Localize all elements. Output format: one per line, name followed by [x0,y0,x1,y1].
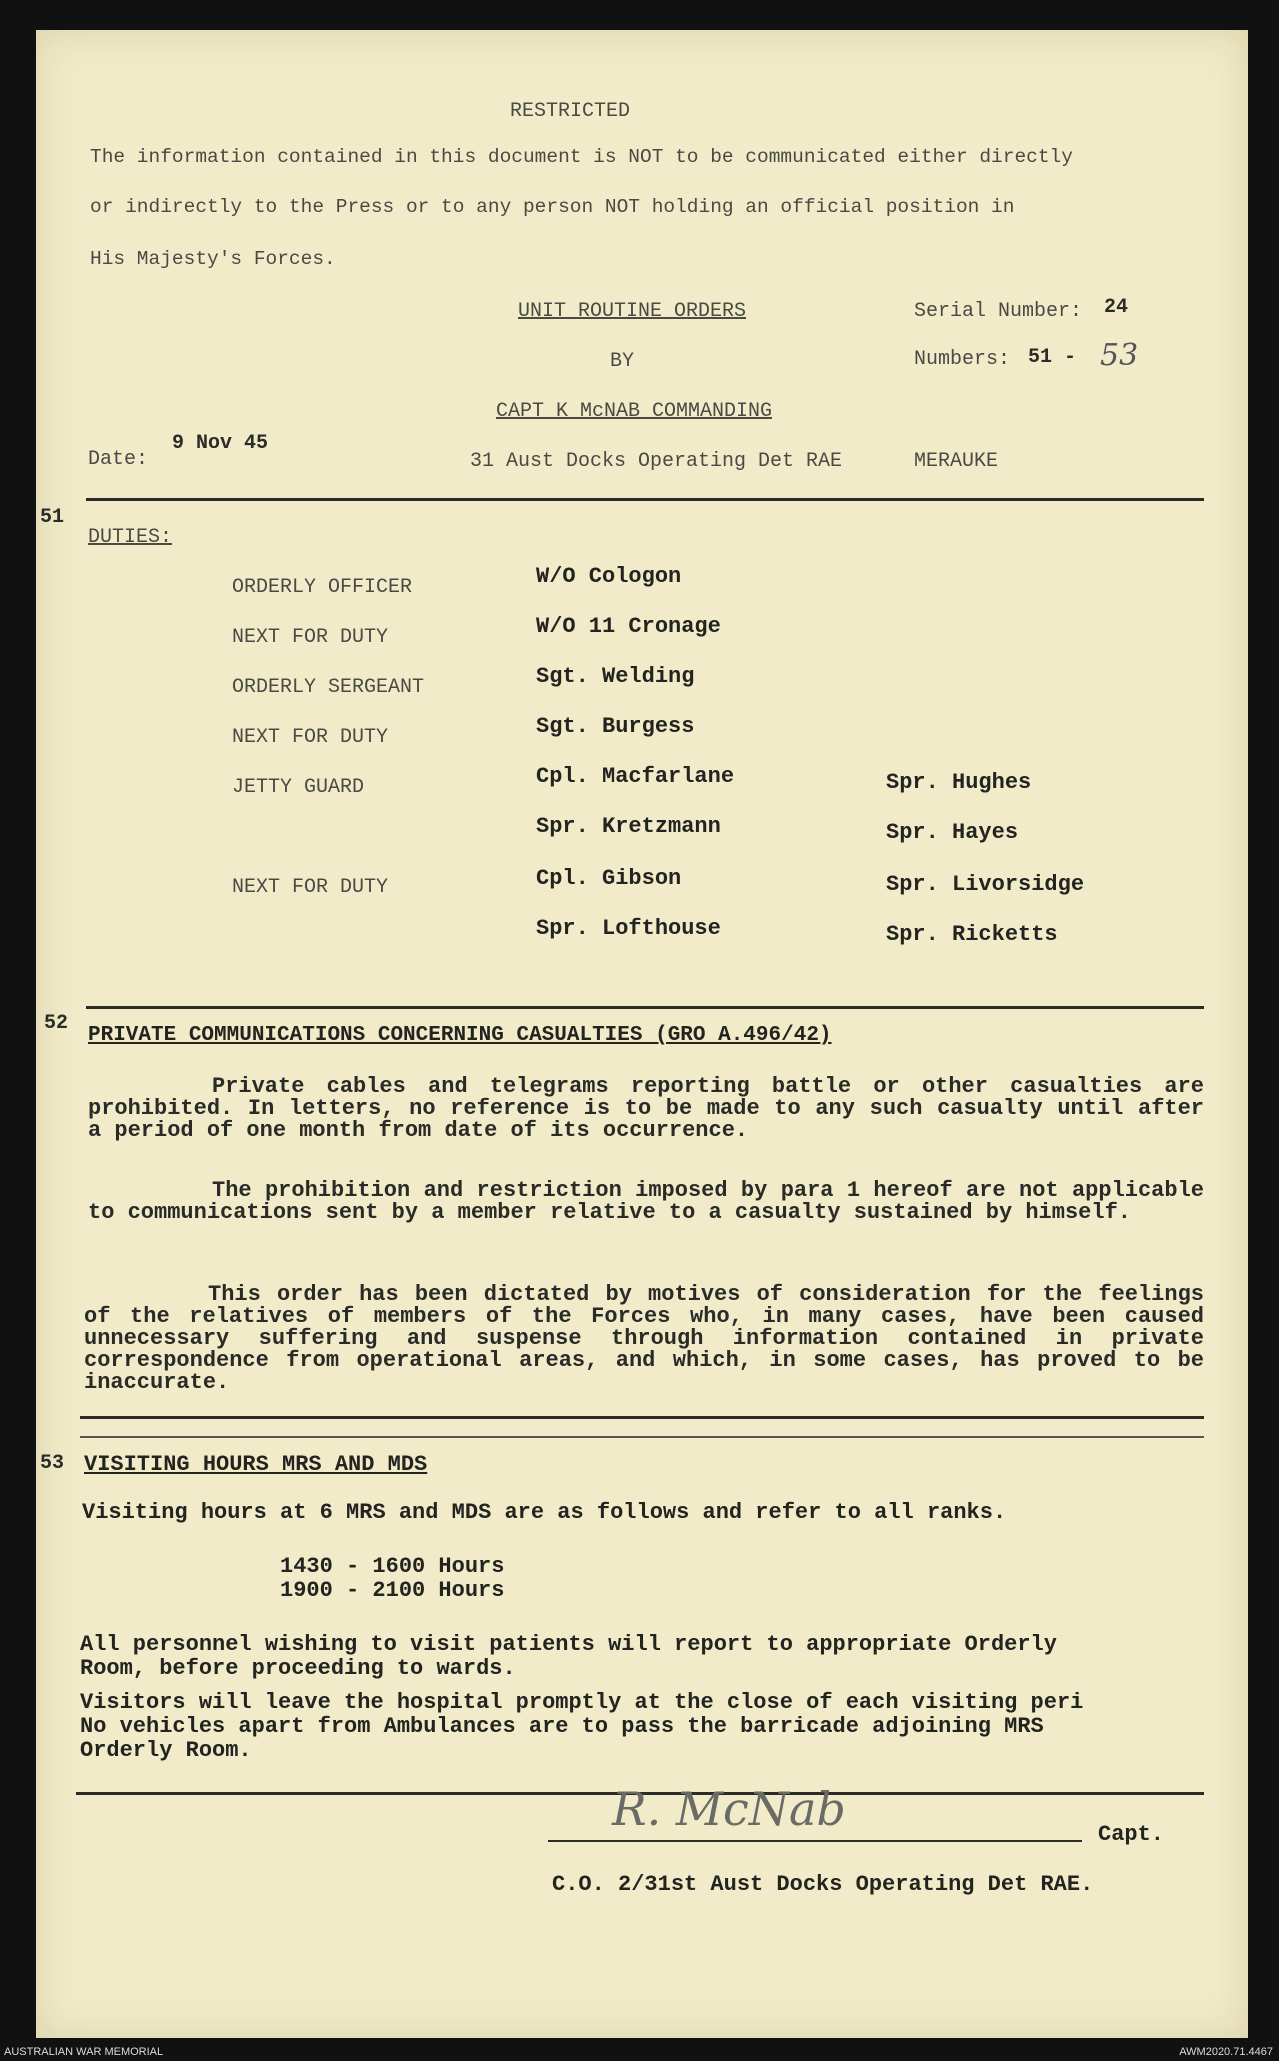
duty-role: NEXT FOR DUTY [232,876,389,899]
duty-role: ORDERLY SERGEANT [232,676,425,699]
duty-role: NEXT FOR DUTY [232,626,389,649]
duty-name: W/O 11 Cronage [536,614,721,639]
visiting-hours-2: 1900 - 2100 Hours [280,1578,505,1603]
commander-line: CAPT K McNAB COMMANDING [496,400,773,423]
duty-extra-name: Spr. Hughes [886,770,1032,795]
by-label: BY [610,350,635,373]
archive-reference: AWM2020.71.4467 [1179,2046,1273,2058]
order-52-paragraph-2: The prohibition and restriction imposed by para 1 hereof are not applicable to communications sent by a member relative to a casualty sustained by himself. [88,1178,1204,1225]
visiting-hours-1: 1430 - 1600 Hours [280,1554,505,1579]
numbers-value: 51 - [1028,346,1077,369]
notice-line-3: His Majesty's Forces. [90,248,336,270]
duty-name: Spr. Kretzmann [536,814,721,839]
section-divider-secondary [80,1436,1204,1438]
location: MERAUKE [914,450,999,473]
archive-label: AUSTRALIAN WAR MEMORIAL [4,2046,164,2058]
duty-name: Cpl. Macfarlane [536,764,735,789]
header-divider [86,498,1204,501]
order-51-number: 51 [40,506,65,529]
serial-number-value: 24 [1104,296,1129,319]
unit-name: 31 Aust Docks Operating Det RAE [470,450,843,473]
handwritten-signature: R. McNab [612,1782,846,1836]
duty-name: Cpl. Gibson [536,866,682,891]
order-53-intro: Visiting hours at 6 MRS and MDS are as follows and refer to all ranks. [82,1500,1007,1525]
document-title: UNIT ROUTINE ORDERS [518,300,747,323]
order-53-number: 53 [40,1452,65,1475]
order-53-line-1: All personnel wishing to visit patients will report to appropriate Orderly [80,1632,1057,1657]
section-divider [80,1416,1204,1419]
order-53-line-4: No vehicles apart from Ambulances are to pass the barricade adjoining MRS [80,1714,1044,1739]
notice-line-2: or indirectly to the Press or to any person NOT holding an official position in [90,196,1015,218]
signature-block: C.O. 2/31st Aust Docks Operating Det RAE. [552,1872,1094,1897]
duty-name: W/O Cologon [536,564,682,589]
duty-role: ORDERLY OFFICER [232,576,413,599]
serial-number-label: Serial Number: [914,300,1083,323]
order-53-line-2: Room, before proceeding to wards. [80,1656,516,1681]
order-52-number: 52 [44,1012,69,1035]
duty-name: Sgt. Burgess [536,714,695,739]
order-52-paragraph-1: Private cables and telegrams reporting battle or other casualties are prohibited. In letters, no reference is to be made to any such casualty until after a period of one month from date of its occurrence. [88,1074,1204,1143]
date-value: 9 Nov 45 [172,432,269,455]
signature-rank: Capt. [1098,1822,1165,1847]
duty-role: JETTY GUARD [232,776,365,799]
numbers-handwritten: 53 [1100,338,1139,373]
notice-line-1: The information contained in this document is NOT to be communicated either directly [90,146,1073,168]
duty-extra-name: Spr. Livorsidge [886,872,1085,897]
duty-role: NEXT FOR DUTY [232,726,389,749]
order-53-heading: VISITING HOURS MRS AND MDS [84,1452,428,1477]
duty-name: Sgt. Welding [536,664,695,689]
duty-name: Spr. Lofthouse [536,916,721,941]
signature-line [548,1840,1082,1842]
restricted-marking: RESTRICTED [510,100,631,123]
order-53-line-5: Orderly Room. [80,1738,252,1763]
duties-heading: DUTIES: [88,526,173,549]
order-53-line-3: Visitors will leave the hospital promptly at the close of each visiting peri [80,1690,1084,1715]
date-label: Date: [88,448,149,471]
duty-extra-name: Spr. Hayes [886,820,1019,845]
numbers-label: Numbers: [914,348,1011,371]
duty-extra-name: Spr. Ricketts [886,922,1058,947]
section-divider [86,1006,1204,1009]
order-52-heading: PRIVATE COMMUNICATIONS CONCERNING CASUALTIES (GRO A.496/42) [88,1024,832,1047]
order-52-paragraph-3: This order has been dictated by motives of consideration for the feelings of the relatives of members of the Forces who, in many cases, have been caused unnecessary suffering and suspense through information contained in private correspondence from operational areas, and which, in some cases, has proved to be inaccurate. [84,1282,1204,1395]
